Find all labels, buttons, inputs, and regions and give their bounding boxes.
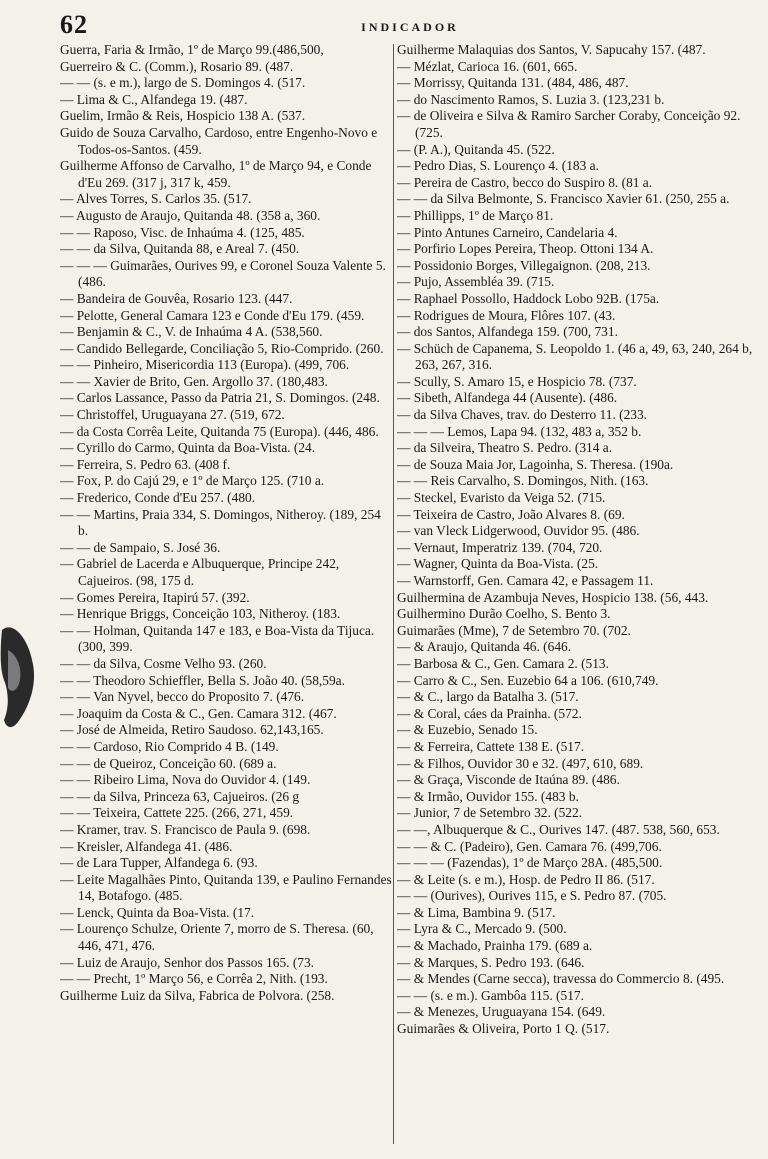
directory-entry: — Raphael Possollo, Haddock Lobo 92B. (175a. [397,290,660,306]
directory-entry: — Gomes Pereira, Itapirú 57. (392. [60,589,250,605]
directory-entry: — — & C. (Padeiro), Gen. Camara 76. (499,706. [397,838,662,854]
directory-entry: Guimarães (Mme), 7 de Setembro 70. (702. [397,622,631,638]
directory-entry: — Phillipps, 1º de Março 81. [397,207,554,223]
directory-entry: — & Ferreira, Cattete 138 E. (517. [397,738,585,754]
directory-entry: — — Raposo, Visc. de Inhaúma 4. (125, 485. [60,224,305,240]
directory-entry: — — Ribeiro Lima, Nova do Ouvidor 4. (149. [60,772,311,788]
directory-entry: — Benjamin & C., V. de Inhaúma 4 A. (538,560. [60,324,323,340]
directory-entry: — — — Lemos, Lapa 94. (132, 483 a, 352 b. [397,423,642,439]
running-head: INDICADOR [361,20,459,34]
directory-entry: — Warnstorff, Gen. Camara 42, e Passagem 11. [397,573,654,588]
right-column [397,42,757,1152]
directory-entry: — Lima & C., Alfandega 19. (487. [60,91,248,107]
directory-entry: — — Precht, 1º Março 56, e Corrêa 2, Nith. (193. [60,971,328,987]
directory-entry: — Alves Torres, S. Carlos 35. (517. [60,191,252,207]
directory-entry: — Vernaut, Imperatriz 139. (704, 720. [397,539,603,555]
directory-entry: — Henrique Briggs, Conceição 103, Nitheroy. (183. [60,606,341,622]
directory-entry: — Mézlat, Carioca 16. (601, 665. [397,58,578,74]
directory-entry: — Pujo, Assembléa 39. (715. [397,274,555,290]
directory-entry: — Kreisler, Alfandega 41. (486. [60,838,233,854]
directory-entry: — — Theodoro Schieffler, Bella S. João 40. (58,59a. [60,672,345,688]
directory-entry: — Rodrigues de Moura, Flôres 107. (43. [397,307,616,323]
directory-entry: — Bandeira de Gouvêa, Rosario 123. (447. [60,290,293,306]
directory-entry: — — da Silva Belmonte, S. Francisco Xavier 61. (250, 255 a. [397,191,730,207]
directory-entry: Guido de Souza Carvalho, Cardoso, entre Engenho-Novo e Todos-os-Santos. (459. [60,124,378,157]
directory-entry: — — — Guimarães, Ourives 99, e Coronel Souza Valente 5. (486. [60,257,386,290]
directory-entry: — & Coral, cáes da Prainha. (572. [397,705,582,721]
directory-entry: — —, Albuquerque & C., Ourives 147. (487. 538, 560, 653. [397,821,720,837]
directory-entry: — Luiz de Araujo, Senhor dos Passos 165. (73. [60,954,315,970]
directory-entry: — Sibeth, Alfandega 44 (Ausente). (486. [397,390,618,406]
directory-entry: — — de Sampaio, S. José 36. [60,539,221,555]
directory-entry: — Porfirio Lopes Pereira, Theop. Ottoni 134 A. [397,241,654,257]
directory-entry: — — Van Nyvel, becco do Proposito 7. (476. [60,689,305,705]
directory-entry: — van Vleck Lidgerwood, Ouvidor 95. (486. [397,523,640,539]
directory-entry: — (P. A.), Quitanda 45. (522. [397,141,555,157]
directory-entry: — Kramer, trav. S. Francisco de Paula 9. (698. [60,821,311,837]
directory-entry: — Possidonio Borges, Villegaignon. (208, 213. [397,257,651,273]
directory-entry: — — (s. e m.), largo de S. Domingos 4. (517. [60,75,306,91]
directory-entry: — & Machado, Prainha 179. (689 a. [397,938,593,954]
directory-entry: — de Souza Maia Jor, Lagoinha, S. Theresa. (190a. [397,456,674,472]
directory-entry: — — da Silva, Cosme Velho 93. (260. [60,655,267,671]
directory-entry: — & Lima, Bambina 9. (517. [397,904,556,920]
directory-entry: — — (s. e m.). Gambôa 115. (517. [397,987,584,1003]
directory-entry: — & Mendes (Carne secca), travessa do Commercio 8. (495. [397,971,725,987]
directory-entry: — & Marques, S. Pedro 193. (646. [397,954,585,970]
directory-entry: — — da Silva, Princeza 63, Cajueiros. (26 g [60,788,300,804]
directory-entry: — — Teixeira, Cattete 225. (266, 271, 459. [60,805,294,821]
directory-entry: — Gabriel de Lacerda e Albuquerque, Principe 242, Cajueiros. (98, 175 d. [60,556,340,588]
directory-entry: — — Cardoso, Rio Comprido 4 B. (149. [60,738,279,754]
directory-entry: Guerra, Faria & Irmão, 1º de Março 99.(486,500, [60,42,324,57]
directory-entry: Guimarães & Oliveira, Porto 1 Q. (517. [397,1021,610,1037]
directory-entry: — Schüch de Capanema, S. Leopoldo 1. (46 a, 49, 63, 240, 264 b, 263, 267, 316. [397,340,753,373]
directory-entry: — & Filhos, Ouvidor 30 e 32. (497, 610, 689. [397,755,644,771]
directory-entry: — — da Silva, Quitanda 88, e Areal 7. (450. [60,241,300,257]
directory-entry: — Scully, S. Amaro 15, e Hospicio 78. (737. [397,373,637,389]
directory-entry: — & Euzebio, Senado 15. [397,722,538,738]
directory-entry: — Steckel, Evaristo da Veiga 52. (715. [397,490,606,506]
directory-entry: Guilherme Affonso de Carvalho, 1º de Março 94, e Conde d'Eu 269. (317 j, 317 k, 459. [60,158,372,190]
directory-entry: — Pelotte, General Camara 123 e Conde d'Eu 179. (459. [60,307,365,323]
page-number: 62 [60,10,88,39]
directory-entry: — da Silveira, Theatro S. Pedro. (314 a. [397,440,613,456]
directory-entry: — — de Queiroz, Conceição 60. (689 a. [60,755,277,771]
directory-entry: — Ferreira, S. Pedro 63. (408 f. [60,456,231,472]
directory-entry: — & Leite (s. e m.), Hosp. de Pedro II 86. (517. [397,871,655,887]
directory-entry: — Cyrillo do Carmo, Quinta da Boa-Vista. (24. [60,440,316,456]
directory-entry: — Carlos Lassance, Passo da Patria 21, S. Domingos. (248. [60,390,380,406]
directory-entry: — & Graça, Visconde de Itaúna 89. (486. [397,772,620,788]
directory-entry: — — Martins, Praia 334, S. Domingos, Nitheroy. (189, 254 b. [60,506,381,539]
directory-entry: Guilhermino Durão Coelho, S. Bento 3. [397,606,611,622]
directory-entry: — Lenck, Quinta da Boa-Vista. (17. [60,904,255,920]
directory-entry: — — Pinheiro, Misericordia 113 (Europa). (499, 706. [60,357,350,373]
page-header [60,10,760,40]
directory-entry: — — Holman, Quitanda 147 e 183, e Boa-Vista da Tijuca. (300, 399. [60,622,375,655]
directory-entry: — — (Ourives), Ourives 115, e S. Pedro 87. (705. [397,888,667,904]
directory-entry: — Leite Magalhães Pinto, Quitanda 139, e Paulino Fernandes 14, Botafogo. (485. [60,871,392,904]
directory-entry: — Frederico, Conde d'Eu 257. (480. [60,490,256,506]
directory-entry: — — Xavier de Brito, Gen. Argollo 37. (180,483. [60,373,328,389]
directory-entry: Guilherme Malaquias dos Santos, V. Sapucahy 157. (487. [397,42,706,57]
directory-entry: — José de Almeida, Retiro Saudoso. 62,143,165. [60,722,324,738]
directory-entry: — & C., largo da Batalha 3. (517. [397,689,579,705]
directory-entry: — Pedro Dias, S. Lourenço 4. (183 a. [397,158,599,174]
directory-entry: Guilherme Luiz da Silva, Fabrica de Polvora. (258. [60,987,335,1003]
directory-entry: — Barbosa & C., Gen. Camara 2. (513. [397,655,609,671]
directory-entry: — de Lara Tupper, Alfandega 6. (93. [60,855,258,871]
directory-entry: Guelim, Irmão & Reis, Hospicio 138 A. (537. [60,108,306,124]
directory-entry: — & Menezes, Uruguayana 154. (649. [397,1004,606,1020]
directory-entry: Guerreiro & C. (Comm.), Rosario 89. (487. [60,58,294,74]
directory-entry: — Pereira de Castro, becco do Suspiro 8. (81 a. [397,174,653,190]
left-column [60,42,392,1152]
directory-entry: Guilhermina de Azambuja Neves, Hospicio 138. (56, 443. [397,589,709,605]
directory-entry: — Augusto de Araujo, Quitanda 48. (358 a, 360. [60,207,321,223]
directory-entry: — dos Santos, Alfandega 159. (700, 731. [397,324,618,340]
directory-entry: — — Reis Carvalho, S. Domingos, Nith. (163. [397,473,649,489]
directory-entry: — Candido Bellegarde, Conciliação 5, Rio-Comprido. (260. [60,340,384,356]
directory-entry: — da Costa Corrêa Leite, Quitanda 75 (Europa). (446, 486. [60,423,379,439]
directory-entry: — & Araujo, Quitanda 46. (646. [397,639,572,655]
column-divider [393,44,394,1144]
directory-entry: — Morrissy, Quitanda 131. (484, 486, 487. [397,75,629,91]
directory-entry: — & Irmão, Ouvidor 155. (483 b. [397,788,579,804]
directory-entry: — da Silva Chaves, trav. do Desterro 11. (233. [397,407,648,423]
directory-entry: — de Oliveira e Silva & Ramiro Sarcher Coraby, Conceição 92. (725. [397,108,741,140]
ink-blot-mark [0,610,40,740]
directory-entry: — Junior, 7 de Setembro 32. (522. [397,805,583,821]
directory-entry: — Wagner, Quinta da Boa-Vista. (25. [397,556,599,572]
directory-entry: — Lyra & C., Mercado 9. (500. [397,921,567,937]
directory-entry: — do Nascimento Ramos, S. Luzia 3. (123,231 b. [397,91,665,107]
directory-entry: — Carro & C., Sen. Euzebio 64 a 106. (610,749. [397,672,659,688]
directory-entry: — Christoffel, Uruguayana 27. (519, 672. [60,407,285,423]
directory-entry: — Lourenço Schulze, Oriente 7, morro de S. Theresa. (60, 446, 471, 476. [60,921,374,954]
directory-entry: — Teixeira de Castro, João Alvares 8. (69. [397,506,625,522]
directory-entry: — Pinto Antunes Carneiro, Candelaria 4. [397,224,618,240]
directory-entry: — — — (Fazendas), 1º de Março 28A. (485,500. [397,855,663,871]
directory-entry: — Joaquim da Costa & C., Gen. Camara 312. (467. [60,705,337,721]
directory-entry: — Fox, P. do Cajú 29, e 1º de Março 125. (710 a. [60,473,325,489]
